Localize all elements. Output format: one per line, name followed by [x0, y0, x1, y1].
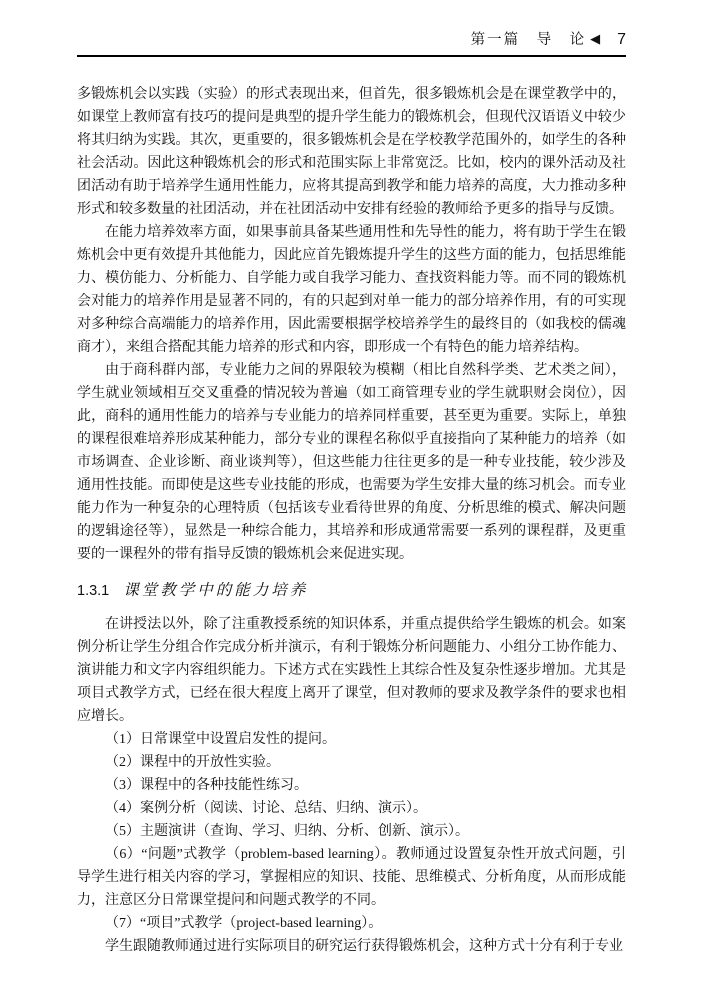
paragraph: 多锻炼机会以实践（实验）的形式表现出来，但首先，很多锻炼机会是在课堂教学中的，如课堂上教师富有技巧的提问是典型的提升学生能力的锻炼机会，但现代汉语语义中较少将其归纳为实践。其次，更重要的，很多锻炼机会是在学校教学范围外的，如学生的各种社会活动。因此这种锻炼机会的形式和范围实际上非常宽泛。比如，校内的课外活动及社团活动有助于培养学生通用性能力，应将其提高到教学和能力培养的高度，大力推动多种形式和较多数量的社团活动，并在社团活动中安排有经验的教师给予更多的指导与反馈。	[77, 87, 626, 217]
paragraph: 在讲授法以外，除了注重教授系统的知识体系，并重点提供给学生锻炼的机会。如案例分析让学生分组合作完成分析并演示，有利于锻炼分析问题能力、小组分工协作能力、演讲能力和文字内容组织能力。下述方式在实践性上其综合性及复杂性逐步增加。尤其是项目式教学方式，已经在很大程度上离开了课堂，但对教师的要求及教学条件的要求也相应增长。	[77, 617, 626, 724]
section-title: 课堂教学中的能力培养	[123, 582, 309, 599]
page-number: 7	[617, 31, 626, 48]
list-item: （5）主题演讲（查询、学习、归纳、分析、创新、演示）。	[105, 824, 469, 839]
running-header	[77, 31, 626, 57]
list-item: （4）案例分析（阅读、讨论、总结、归纳、演示）。	[105, 801, 427, 816]
paragraph: 在能力培养效率方面，如果事前具备某些通用性和先导性的能力，将有助于学生在锻炼机会中更有效提升其他能力，因此应首先锻炼提升学生的这些方面的能力，包括思维能力、模仿能力、分析能力、自学能力或自我学习能力、查找资料能力等。而不同的锻炼机会对能力的培养作用是显著不同的，有的只起到对单一能力的部分培养作用，有的可实现对多种综合高端能力的培养作用，因此需要根据学校培养学生的最终目的（如我校的儒魂商才），来组合搭配其能力培养的形式和内容，即形成一个有特色的能力培养结构。	[77, 225, 626, 355]
section-heading	[77, 580, 626, 602]
header-chapter-title: 第一篇 导 论	[470, 32, 587, 48]
list-item: （2）课程中的开放性实验。	[105, 755, 280, 770]
list-item: （6）“问题”式教学（problem-based learning）。教师通过设置复杂性开放式问题，引导学生进行相关内容的学习，掌握相应的知识、技能、思维模式、分析角度，从而形成能力，注意区分日常课堂提问和问题式教学的不同。	[77, 847, 626, 908]
paragraph: 学生跟随教师通过进行实际项目的研究运行获得锻炼机会，这种方式十分有利于专业	[105, 939, 623, 954]
page-body	[77, 83, 626, 958]
list-item: （3）课程中的各种技能性练习。	[105, 778, 308, 793]
left-triangle-icon: ◀	[590, 32, 602, 47]
list-item: （1）日常课堂中设置启发性的提问。	[105, 732, 336, 747]
paragraph: 由于商科群内部，专业能力之间的界限较为模糊（相比自然科学类、艺术类之间），学生就业领域相互交叉重叠的情况较为普遍（如工商管理专业的学生就职财会岗位），因此，商科的通用性能力的培养与专业能力的培养同样重要，甚至更为重要。实际上，单独的课程很难培养形成某种能力，部分专业的课程名称似乎直接指向了某种能力的培养（如市场调查、企业诊断、商业谈判等），但这些能力往往更多的是一种专业技能，较少涉及通用性技能。而即使是这些专业技能的形成，也需要为学生安排大量的练习机会。而专业能力作为一种复杂的心理特质（包括该专业看待世界的角度、分析思维的模式、解决问题的逻辑途径等），显然是一种综合能力，其培养和形成通常需要一系列的课程群，及更重要的一课程外的带有指导反馈的锻炼机会来促进实现。	[77, 363, 626, 562]
section-number: 1.3.1	[77, 583, 110, 599]
list-item: （7）“项目”式教学（project-based learning）。	[105, 916, 383, 931]
